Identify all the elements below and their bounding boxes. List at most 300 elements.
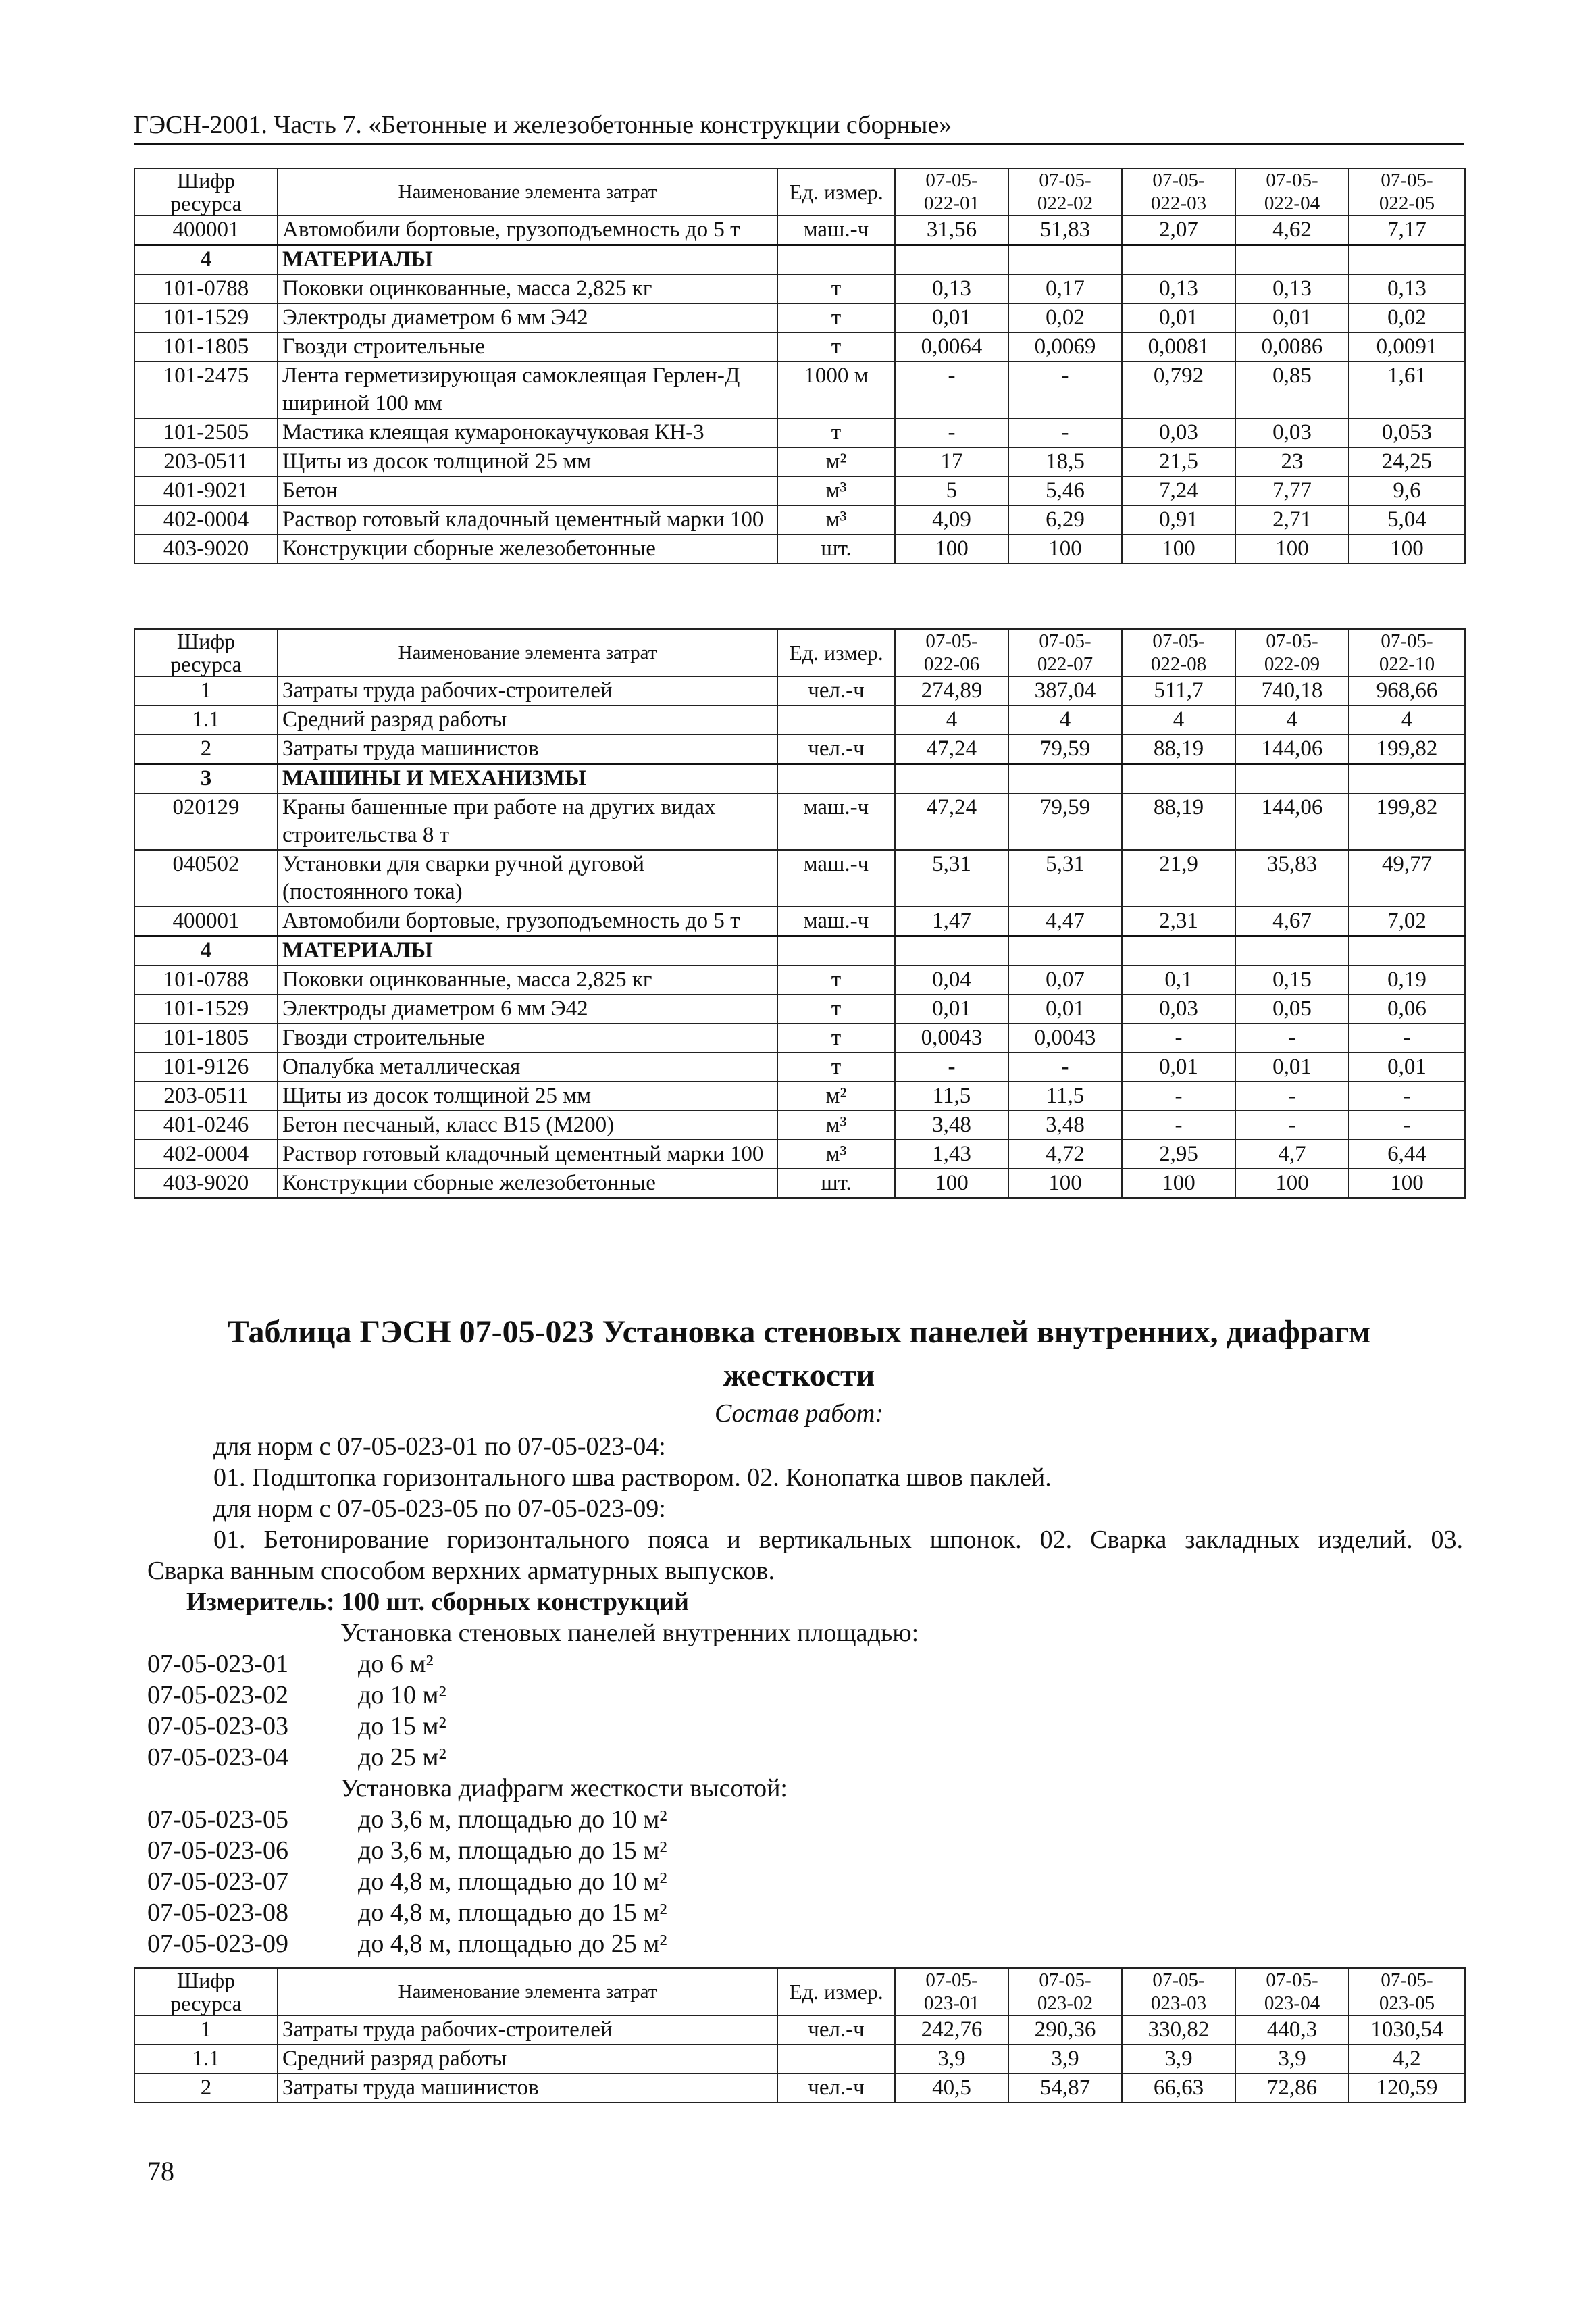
cell-code: 400001 <box>134 907 278 936</box>
cell-value: 0,91 <box>1122 505 1235 534</box>
cell-value: 6,29 <box>1008 505 1122 534</box>
header-code-line2: ресурса <box>170 652 242 676</box>
cell-value: 100 <box>1235 534 1349 563</box>
cell-value: 0,02 <box>1349 303 1465 332</box>
cell-value: 0,04 <box>895 965 1008 995</box>
measure-item-code: 07-05-023-03 <box>147 1712 288 1740</box>
cell-value: 88,19 <box>1122 793 1235 850</box>
cell-value: 1,47 <box>895 907 1008 936</box>
cell-value <box>895 764 1008 794</box>
header-norm-code <box>1008 629 1122 676</box>
cell-value: 0,13 <box>1349 274 1465 303</box>
cell-name: Затраты труда рабочих-строителей <box>278 676 777 705</box>
measure-item-code: 07-05-023-06 <box>147 1836 288 1865</box>
cell-code: 1.1 <box>134 2044 278 2073</box>
cell-name: Щиты из досок толщиной 25 мм <box>278 1082 777 1111</box>
measure-item <box>147 1928 667 1959</box>
table-row <box>134 534 1465 563</box>
cell-value: - <box>1349 1024 1465 1053</box>
cell-value: 120,59 <box>1349 2073 1465 2103</box>
cell-value: 0,17 <box>1008 274 1122 303</box>
cell-value <box>1235 245 1349 275</box>
table-row <box>134 361 1465 418</box>
cell-value: 740,18 <box>1235 676 1349 705</box>
cell-value: 18,5 <box>1008 447 1122 476</box>
cell-value <box>1349 764 1465 794</box>
cell-value: 0,05 <box>1235 995 1349 1024</box>
header-code-line2: ресурса <box>170 1991 242 2015</box>
measure-item-text: до 15 м² <box>358 1712 446 1740</box>
cell-code: 101-1805 <box>134 1024 278 1053</box>
cell-unit: т <box>777 1053 895 1082</box>
measure-item-code: 07-05-023-09 <box>147 1930 288 1958</box>
cell-value: 1,43 <box>895 1140 1008 1169</box>
cell-value: 0,85 <box>1235 361 1349 418</box>
header-norm-code-line: 07-05- <box>925 170 978 191</box>
measure-item-code: 07-05-023-02 <box>147 1681 288 1709</box>
section-title <box>134 1311 1464 1397</box>
cell-value: - <box>1349 1111 1465 1140</box>
page-header: ГЭСН-2001. Часть 7. «Бетонные и железобетонные конструкции сборные» <box>134 109 1464 145</box>
cell-value: 3,9 <box>1122 2044 1235 2073</box>
cell-code: 203-0511 <box>134 447 278 476</box>
work-composition-header: Состав работ: <box>714 1399 884 1428</box>
table-row <box>134 2044 1465 2073</box>
header-norm-code <box>1349 168 1465 216</box>
cell-code: 401-9021 <box>134 476 278 505</box>
cell-value: 100 <box>895 534 1008 563</box>
header-unit: Ед. измер. <box>777 629 895 676</box>
cell-value: 4 <box>1349 705 1465 734</box>
header-norm-code <box>895 629 1008 676</box>
cell-value: 11,5 <box>1008 1082 1122 1111</box>
cell-value: 4,7 <box>1235 1140 1349 1169</box>
cell-value: 21,9 <box>1122 850 1235 907</box>
cell-code: 101-1805 <box>134 332 278 361</box>
cell-value: 0,01 <box>1008 995 1122 1024</box>
work-ops-2a: 01. Бетонирование горизонтального пояса и вертикальных шпонок. 02. Сварка закладных изделий. 03. <box>213 1526 1463 1554</box>
cell-value: 0,1 <box>1122 965 1235 995</box>
cell-value <box>1235 936 1349 966</box>
cell-value: 4 <box>1008 705 1122 734</box>
cell-unit: м³ <box>777 1140 895 1169</box>
cell-value: 9,6 <box>1349 476 1465 505</box>
table-header-row <box>134 1968 1465 2015</box>
cell-name: Раствор готовый кладочный цементный марки 100 <box>278 1140 777 1169</box>
cell-code: 040502 <box>134 850 278 907</box>
cell-unit: чел.-ч <box>777 2015 895 2044</box>
cell-value: 100 <box>1008 534 1122 563</box>
cell-value: 40,5 <box>895 2073 1008 2103</box>
cell-value: 4 <box>1235 705 1349 734</box>
cell-name: Поковки оцинкованные, масса 2,825 кг <box>278 965 777 995</box>
cell-unit: т <box>777 418 895 447</box>
measure-item <box>147 1649 446 1680</box>
cell-value: 2,31 <box>1122 907 1235 936</box>
header-norm-code-line: 07-05- <box>1266 1969 1318 1991</box>
cell-value: 0,0086 <box>1235 332 1349 361</box>
cell-value <box>895 245 1008 275</box>
table-row <box>134 793 1465 850</box>
header-norm-code-line: 07-05- <box>1381 170 1433 191</box>
header-norm-code <box>1122 629 1235 676</box>
cell-value: 5,31 <box>1008 850 1122 907</box>
cell-name: Средний разряд работы <box>278 2044 777 2073</box>
table-row <box>134 332 1465 361</box>
header-norm-code <box>1235 629 1349 676</box>
table-row <box>134 447 1465 476</box>
cell-name: Электроды диаметром 6 мм Э42 <box>278 995 777 1024</box>
cell-value: 0,053 <box>1349 418 1465 447</box>
table-row <box>134 2015 1465 2044</box>
header-norm-code-line: 022-01 <box>923 193 980 214</box>
group1-header: Установка стеновых панелей внутренних площадью: <box>340 1619 919 1647</box>
norms-range-2: для норм с 07-05-023-05 по 07-05-023-09: <box>213 1494 666 1523</box>
header-name: Наименование элемента затрат <box>278 629 777 676</box>
header-code-line1: Шифр <box>176 629 236 653</box>
measure-item-text: до 4,8 м, площадью до 15 м² <box>358 1898 667 1927</box>
cell-value <box>1122 764 1235 794</box>
cell-unit: м² <box>777 1082 895 1111</box>
header-norm-code <box>895 1968 1008 2015</box>
table-row <box>134 676 1465 705</box>
cell-value: 7,77 <box>1235 476 1349 505</box>
measure-item <box>147 1835 667 1866</box>
cell-value: 0,0091 <box>1349 332 1465 361</box>
cell-value: 4,62 <box>1235 216 1349 245</box>
group2-header: Установка диафрагм жесткости высотой: <box>340 1774 788 1803</box>
cell-value: 0,01 <box>1349 1053 1465 1082</box>
cell-code: 402-0004 <box>134 505 278 534</box>
cell-value: 199,82 <box>1349 734 1465 764</box>
header-norm-code <box>1235 1968 1349 2015</box>
cell-code: 1 <box>134 2015 278 2044</box>
cell-unit: т <box>777 995 895 1024</box>
table-row <box>134 734 1465 764</box>
cell-value: 511,7 <box>1122 676 1235 705</box>
cell-value <box>1008 936 1122 966</box>
cell-name: Конструкции сборные железобетонные <box>278 534 777 563</box>
cell-value: 31,56 <box>895 216 1008 245</box>
cell-value <box>1122 245 1235 275</box>
cell-unit: 1000 м <box>777 361 895 418</box>
cell-unit: чел.-ч <box>777 734 895 764</box>
cell-value: 0,0081 <box>1122 332 1235 361</box>
cell-value: 0,01 <box>1122 303 1235 332</box>
page-number: 78 <box>147 2156 174 2186</box>
header-norm-code-line: 07-05- <box>1381 630 1433 652</box>
cell-value: 100 <box>1349 1169 1465 1198</box>
cell-value: 72,86 <box>1235 2073 1349 2103</box>
cell-value: 0,13 <box>1235 274 1349 303</box>
cell-value <box>895 936 1008 966</box>
cell-code: 101-2505 <box>134 418 278 447</box>
cell-code: 402-0004 <box>134 1140 278 1169</box>
table-row <box>134 418 1465 447</box>
cell-value: 24,25 <box>1349 447 1465 476</box>
table-row <box>134 850 1465 907</box>
cell-code: 2 <box>134 734 278 764</box>
cell-value <box>1349 936 1465 966</box>
cell-code: 101-0788 <box>134 965 278 995</box>
cell-name: Опалубка металлическая <box>278 1053 777 1082</box>
cell-value: - <box>1008 418 1122 447</box>
group1-list <box>147 1649 446 1773</box>
section-row <box>134 936 1465 966</box>
cell-code: 101-0788 <box>134 274 278 303</box>
cell-code: 1 <box>134 676 278 705</box>
table-row <box>134 705 1465 734</box>
cell-value: 0,03 <box>1235 418 1349 447</box>
header-norm-code-line: 023-05 <box>1379 1992 1435 2014</box>
cell-value <box>1349 245 1465 275</box>
cell-unit: т <box>777 303 895 332</box>
cell-name: Краны башенные при работе на других видах строительства 8 т <box>278 793 777 850</box>
cell-value: 2,71 <box>1235 505 1349 534</box>
cell-value: - <box>1235 1024 1349 1053</box>
cell-value: 0,03 <box>1122 418 1235 447</box>
cell-value: 100 <box>1349 534 1465 563</box>
measure-item-text: до 10 м² <box>358 1681 446 1709</box>
measure-item-code: 07-05-023-07 <box>147 1867 288 1896</box>
cell-value: - <box>895 418 1008 447</box>
header-norm-code-line: 022-08 <box>1150 653 1207 675</box>
cell-code: 101-1529 <box>134 995 278 1024</box>
header-code <box>134 629 278 676</box>
cell-value: 330,82 <box>1122 2015 1235 2044</box>
cell-value: 3,48 <box>1008 1111 1122 1140</box>
measure-item <box>147 1742 446 1773</box>
cell-code: 403-9020 <box>134 534 278 563</box>
cell-unit: м³ <box>777 1111 895 1140</box>
cell-unit: т <box>777 1024 895 1053</box>
measure-item <box>147 1711 446 1742</box>
cell-name: МАШИНЫ И МЕХАНИЗМЫ <box>278 764 777 794</box>
cell-value: - <box>1008 361 1122 418</box>
cell-unit <box>777 245 895 275</box>
cell-value: 199,82 <box>1349 793 1465 850</box>
cell-value: 47,24 <box>895 734 1008 764</box>
header-norm-code-line: 022-09 <box>1264 653 1320 675</box>
cell-code: 403-9020 <box>134 1169 278 1198</box>
cell-value <box>1008 245 1122 275</box>
cell-value <box>1235 764 1349 794</box>
cell-unit: маш.-ч <box>777 850 895 907</box>
table-row <box>134 1053 1465 1082</box>
cell-code: 401-0246 <box>134 1111 278 1140</box>
section-title-line2: жесткости <box>723 1357 875 1393</box>
header-norm-code-line: 022-05 <box>1379 193 1435 214</box>
cell-value: 3,9 <box>1008 2044 1122 2073</box>
header-norm-code-line: 07-05- <box>1381 1969 1433 1991</box>
cell-value: 6,44 <box>1349 1140 1465 1169</box>
cell-value: 4 <box>895 705 1008 734</box>
cell-name: Мастика клеящая кумаронокаучуковая КН-3 <box>278 418 777 447</box>
table-row <box>134 274 1465 303</box>
table-row <box>134 965 1465 995</box>
header-code-line1: Шифр <box>176 1968 236 1992</box>
cell-code: 020129 <box>134 793 278 850</box>
header-norm-code-line: 022-07 <box>1037 653 1093 675</box>
cell-value: 100 <box>1122 1169 1235 1198</box>
cell-value: 0,06 <box>1349 995 1465 1024</box>
cell-unit: м³ <box>777 505 895 534</box>
measure-item-code: 07-05-023-08 <box>147 1898 288 1927</box>
cell-value: 0,0064 <box>895 332 1008 361</box>
cell-value: 0,03 <box>1122 995 1235 1024</box>
header-norm-code <box>1349 1968 1465 2015</box>
cell-value: 100 <box>1122 534 1235 563</box>
cell-name: Бетон <box>278 476 777 505</box>
measure-item <box>147 1897 667 1928</box>
cell-value: 0,01 <box>1235 1053 1349 1082</box>
cell-unit: шт. <box>777 534 895 563</box>
cell-value: 11,5 <box>895 1082 1008 1111</box>
cell-value: 144,06 <box>1235 734 1349 764</box>
cell-value: 47,24 <box>895 793 1008 850</box>
header-norm-code-line: 07-05- <box>1266 170 1318 191</box>
header-code <box>134 1968 278 2015</box>
cell-value: - <box>895 1053 1008 1082</box>
cell-value: 0,02 <box>1008 303 1122 332</box>
cell-name: Затраты труда рабочих-строителей <box>278 2015 777 2044</box>
cell-unit: чел.-ч <box>777 2073 895 2103</box>
cell-value: - <box>1349 1082 1465 1111</box>
cell-value: 4,72 <box>1008 1140 1122 1169</box>
table-row <box>134 1140 1465 1169</box>
norm-table-023 <box>134 1967 1466 2103</box>
cell-code: 101-1529 <box>134 303 278 332</box>
cell-value: 0,0043 <box>895 1024 1008 1053</box>
cell-unit <box>777 705 895 734</box>
header-norm-code <box>895 168 1008 216</box>
table-row <box>134 907 1465 936</box>
cell-value: - <box>1122 1111 1235 1140</box>
section-row <box>134 764 1465 794</box>
cell-name: Раствор готовый кладочный цементный марки 100 <box>278 505 777 534</box>
cell-unit: т <box>777 332 895 361</box>
table-row <box>134 1169 1465 1198</box>
cell-value: 100 <box>1235 1169 1349 1198</box>
cell-value: - <box>1122 1082 1235 1111</box>
cell-value: 7,02 <box>1349 907 1465 936</box>
cell-value: 242,76 <box>895 2015 1008 2044</box>
table-row <box>134 476 1465 505</box>
cell-value: 0,01 <box>895 995 1008 1024</box>
cell-unit: т <box>777 274 895 303</box>
cell-value: 4,67 <box>1235 907 1349 936</box>
cell-code: 4 <box>134 245 278 275</box>
cell-value: 88,19 <box>1122 734 1235 764</box>
table-header-row <box>134 168 1465 216</box>
header-norm-code-line: 022-10 <box>1379 653 1435 675</box>
cell-value: 144,06 <box>1235 793 1349 850</box>
cell-value: 5,04 <box>1349 505 1465 534</box>
cell-value: 23 <box>1235 447 1349 476</box>
cell-code: 400001 <box>134 216 278 245</box>
table-row <box>134 2073 1465 2103</box>
measure-item-text: до 4,8 м, площадью до 10 м² <box>358 1867 667 1896</box>
header-norm-code-line: 022-06 <box>923 653 980 675</box>
table-row <box>134 216 1465 245</box>
section-row <box>134 245 1465 275</box>
header-norm-code-line: 07-05- <box>1152 630 1205 652</box>
section-title-line1: Таблица ГЭСН 07-05-023 Установка стеновых панелей внутренних, диафрагм <box>227 1314 1371 1350</box>
cell-value: 7,17 <box>1349 216 1465 245</box>
cell-value: 290,36 <box>1008 2015 1122 2044</box>
cell-name: Затраты труда машинистов <box>278 2073 777 2103</box>
cell-name: МАТЕРИАЛЫ <box>278 245 777 275</box>
cell-unit <box>777 764 895 794</box>
header-norm-code-line: 07-05- <box>1266 630 1318 652</box>
cell-name: МАТЕРИАЛЫ <box>278 936 777 966</box>
work-ops-2b: Сварка ванным способом верхних арматурных выпусков. <box>147 1557 775 1585</box>
header-name: Наименование элемента затрат <box>278 1968 777 2015</box>
table-row <box>134 303 1465 332</box>
cell-value: 4,09 <box>895 505 1008 534</box>
cell-unit: м² <box>777 447 895 476</box>
cell-name: Щиты из досок толщиной 25 мм <box>278 447 777 476</box>
cell-value: 4 <box>1122 705 1235 734</box>
cell-value: 21,5 <box>1122 447 1235 476</box>
header-norm-code-line: 07-05- <box>925 1969 978 1991</box>
group2-list <box>147 1804 667 1959</box>
cell-value: 274,89 <box>895 676 1008 705</box>
cell-value: 51,83 <box>1008 216 1122 245</box>
measure-unit: Измеритель: 100 шт. сборных конструкций <box>186 1588 690 1616</box>
measure-item-text: до 6 м² <box>358 1650 434 1678</box>
cell-value: 3,48 <box>895 1111 1008 1140</box>
cell-value: 49,77 <box>1349 850 1465 907</box>
cell-unit <box>777 2044 895 2073</box>
header-norm-code <box>1008 168 1122 216</box>
measure-item-code: 07-05-023-05 <box>147 1805 288 1834</box>
cell-unit: м³ <box>777 476 895 505</box>
table-row <box>134 1024 1465 1053</box>
cell-code: 203-0511 <box>134 1082 278 1111</box>
cell-value: 387,04 <box>1008 676 1122 705</box>
cell-name: Бетон песчаный, класс В15 (М200) <box>278 1111 777 1140</box>
cell-value: 440,3 <box>1235 2015 1349 2044</box>
cell-value: 100 <box>895 1169 1008 1198</box>
measure-item-code: 07-05-023-04 <box>147 1743 288 1771</box>
measure-item-text: до 4,8 м, площадью до 25 м² <box>358 1930 667 1958</box>
cell-value: 66,63 <box>1122 2073 1235 2103</box>
cell-value: - <box>895 361 1008 418</box>
cell-name: Затраты труда машинистов <box>278 734 777 764</box>
cell-value: 1030,54 <box>1349 2015 1465 2044</box>
header-name: Наименование элемента затрат <box>278 168 777 216</box>
cell-value: - <box>1008 1053 1122 1082</box>
header-code-line2: ресурса <box>170 191 242 216</box>
measure-item <box>147 1866 667 1897</box>
cell-unit: маш.-ч <box>777 216 895 245</box>
header-norm-code-line: 07-05- <box>1152 1969 1205 1991</box>
cell-code: 101-9126 <box>134 1053 278 1082</box>
header-norm-code-line: 022-04 <box>1264 193 1320 214</box>
measure-item-text: до 3,6 м, площадью до 10 м² <box>358 1805 667 1834</box>
cell-value: 0,15 <box>1235 965 1349 995</box>
cell-unit: шт. <box>777 1169 895 1198</box>
cell-name: Установки для сварки ручной дуговой (постоянного тока) <box>278 850 777 907</box>
header-code-line1: Шифр <box>176 168 236 193</box>
header-norm-code-line: 07-05- <box>1039 170 1091 191</box>
cell-name: Автомобили бортовые, грузоподъемность до 5 т <box>278 216 777 245</box>
cell-value: 7,24 <box>1122 476 1235 505</box>
cell-value <box>1008 764 1122 794</box>
cell-code: 3 <box>134 764 278 794</box>
cell-value: 0,13 <box>1122 274 1235 303</box>
